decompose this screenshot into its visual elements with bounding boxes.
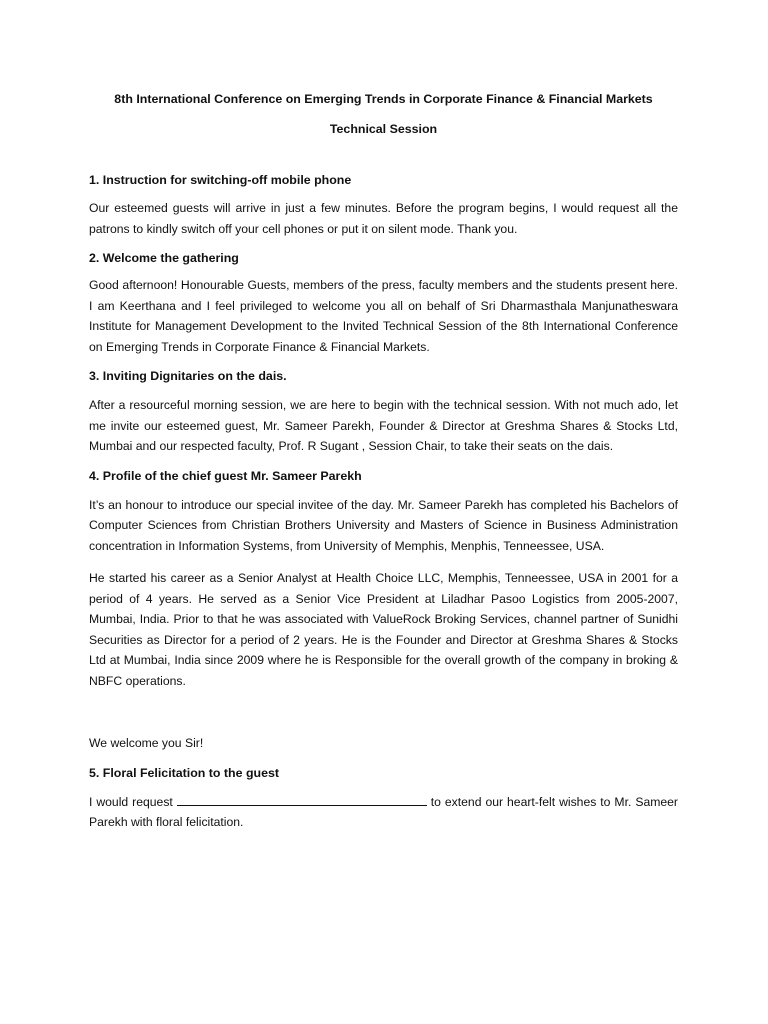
request-suffix: to extend our heart-felt wishes to Mr. Sameer Parekh with floral felicitation. [89, 794, 678, 829]
welcome-line: We welcome you Sir! [89, 736, 204, 750]
document-subtitle: Technical Session [329, 122, 438, 136]
section-5-paragraph [89, 792, 678, 833]
section-heading-4: 4. Profile of the chief guest Mr. Sameer Parekh [89, 468, 362, 483]
section-heading-3: 3. Inviting Dignitaries on the dais. [89, 369, 287, 383]
fill-in-blank-line [177, 794, 427, 806]
section-heading-1: 1. Instruction for switching-off mobile phone [89, 173, 352, 187]
section-1-paragraph: Our esteemed guests will arrive in just a few minutes. Before the program begins, I would request all the patrons to kindly switch off your cell phones or put it on silent mode. Thank you. [89, 201, 678, 236]
request-prefix: I would request [89, 794, 173, 809]
section-3-paragraph: After a resourceful morning session, we are here to begin with the technical session. With not much ado, let me invite our esteemed guest, Mr. Sameer Parekh, Founder & Director at Greshma Shares & Stocks Ltd, Mumbai and our respected faculty, Prof. R Sugant , Session Chair, to take their seats on the dais. [89, 398, 678, 453]
document-page [89, 92, 678, 833]
section-4-paragraph-1: It’s an honour to introduce our special invitee of the day. Mr. Sameer Parekh has completed his Bachelors of Computer Sciences from Christian Brothers University and Masters of Science in Business Administration concentration in Information Systems, from University of Memphis, Menphis, Tenneessee, USA. [89, 497, 678, 553]
section-2-paragraph: Good afternoon! Honourable Guests, members of the press, faculty members and the students present here. I am Keerthana and I feel privileged to welcome you all on behalf of Sri Dharmasthala Manjunatheswara Institute for Management Development to the Invited Technical Session of the 8th International Conference on Emerging Trends in Corporate Finance & Financial Markets. [89, 278, 678, 354]
section-heading-5: 5. Floral Felicitation to the guest [89, 765, 280, 780]
section-heading-2: 2. Welcome the gathering [89, 251, 239, 265]
document-title: 8th International Conference on Emerging Trends in Corporate Finance & Financial Markets [114, 92, 653, 106]
section-4-paragraph-2: He started his career as a Senior Analyst at Health Choice LLC, Memphis, Tenneessee, USA in 2001 for a period of 4 years. He served as a Senior Vice President at Liladhar Pasoo Logistics from 2005-2007, Mumbai, India. Prior to that he was associated with ValueRock Broking Services, channel partner of Sunidhi Securities as Director for a period of 2 years. He is the Founder and Director at Greshma Shares & Stocks Ltd at Mumbai, India since 2009 where he is Responsible for the overall growth of the company in broking & NBFC operations. [89, 571, 678, 688]
